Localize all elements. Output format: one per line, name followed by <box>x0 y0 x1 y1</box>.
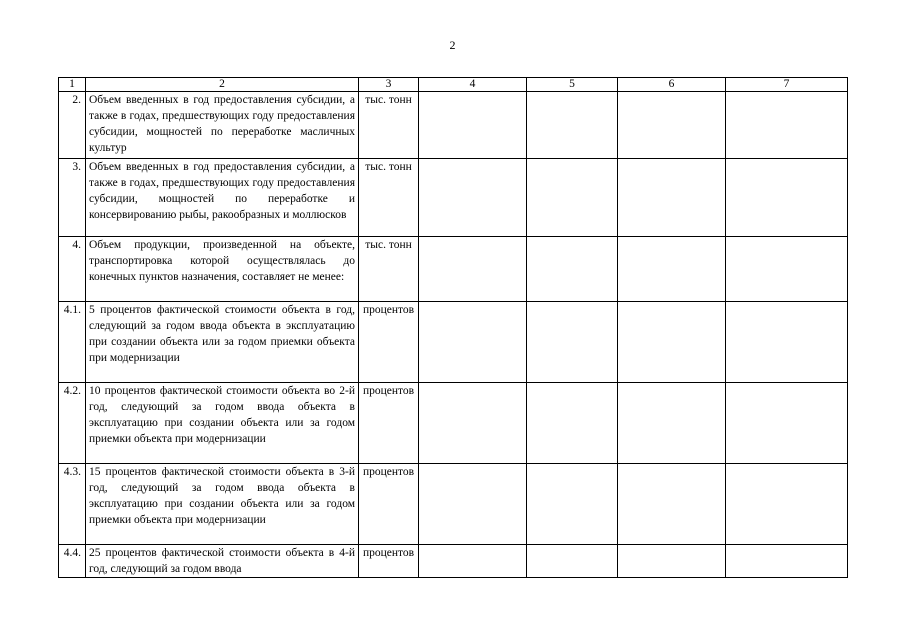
value-cell-col4 <box>419 464 527 545</box>
value-cell-col7 <box>726 464 848 545</box>
table-row <box>59 464 848 545</box>
table-header-row <box>59 78 848 92</box>
header-cell: 3 <box>359 78 419 92</box>
table-row <box>59 383 848 464</box>
row-number-cell: 4.1. <box>59 302 86 383</box>
value-cell-col6 <box>618 383 726 464</box>
value-cell-col5 <box>527 545 618 578</box>
value-cell-col4 <box>419 237 527 302</box>
header-cell: 5 <box>527 78 618 92</box>
row-number-cell: 4.4. <box>59 545 86 578</box>
value-cell-col6 <box>618 464 726 545</box>
value-cell-col5 <box>527 383 618 464</box>
row-number-cell: 3. <box>59 159 86 237</box>
value-cell-col6 <box>618 237 726 302</box>
value-cell-col4 <box>419 383 527 464</box>
value-cell-col4 <box>419 302 527 383</box>
table-row <box>59 159 848 237</box>
indicators-table <box>58 77 848 578</box>
unit-cell: тыс. тонн <box>359 92 419 159</box>
header-cell: 6 <box>618 78 726 92</box>
header-cell: 4 <box>419 78 527 92</box>
value-cell-col7 <box>726 383 848 464</box>
table-row <box>59 237 848 302</box>
indicator-text-cell: Объем продукции, произведенной на объекте, транспортировка которой осуществлялась до конечных пунктов назначения, составляет не менее: <box>86 237 359 302</box>
indicator-text-cell: 25 процентов фактической стоимости объекта в 4-й год, следующий за годом ввода <box>86 545 359 578</box>
value-cell-col4 <box>419 545 527 578</box>
value-cell-col5 <box>527 159 618 237</box>
value-cell-col5 <box>527 302 618 383</box>
row-number-cell: 4.2. <box>59 383 86 464</box>
indicator-text-cell: Объем введенных в год предоставления субсидии, а также в годах, предшествующих году предоставления субсидии, мощностей по переработке масличных культур <box>86 92 359 159</box>
unit-cell: тыс. тонн <box>359 159 419 237</box>
value-cell-col6 <box>618 92 726 159</box>
value-cell-col5 <box>527 237 618 302</box>
indicator-text-cell: 15 процентов фактической стоимости объекта в 3-й год, следующий за годом ввода объекта в эксплуатацию при создании объекта или за годом приемки объекта при модернизации <box>86 464 359 545</box>
value-cell-col6 <box>618 159 726 237</box>
unit-cell: тыс. тонн <box>359 237 419 302</box>
indicator-text-cell: 5 процентов фактической стоимости объекта в год, следующий за годом ввода объекта в эксплуатацию при создании объекта или за годом приемки объекта при модернизации <box>86 302 359 383</box>
table-row <box>59 545 848 578</box>
row-number-cell: 4. <box>59 237 86 302</box>
unit-cell: процентов <box>359 545 419 578</box>
value-cell-col7 <box>726 302 848 383</box>
table-row <box>59 302 848 383</box>
header-cell: 2 <box>86 78 359 92</box>
indicator-text-cell: Объем введенных в год предоставления субсидии, а также в годах, предшествующих году предоставления субсидии, мощностей по переработке и консервированию рыбы, ракообразных и моллюсков <box>86 159 359 237</box>
value-cell-col5 <box>527 92 618 159</box>
row-number-cell: 4.3. <box>59 464 86 545</box>
page-number: 2 <box>449 38 456 52</box>
value-cell-col6 <box>618 545 726 578</box>
value-cell-col5 <box>527 464 618 545</box>
unit-cell: процентов <box>359 302 419 383</box>
header-cell: 1 <box>59 78 86 92</box>
value-cell-col4 <box>419 159 527 237</box>
value-cell-col6 <box>618 302 726 383</box>
row-number-cell: 2. <box>59 92 86 159</box>
value-cell-col7 <box>726 92 848 159</box>
unit-cell: процентов <box>359 383 419 464</box>
indicator-text-cell: 10 процентов фактической стоимости объекта во 2-й год, следующий за годом ввода объекта в эксплуатацию при создании объекта или за годом приемки объекта при модернизации <box>86 383 359 464</box>
value-cell-col4 <box>419 92 527 159</box>
value-cell-col7 <box>726 545 848 578</box>
unit-cell: процентов <box>359 464 419 545</box>
value-cell-col7 <box>726 237 848 302</box>
header-cell: 7 <box>726 78 848 92</box>
table-row <box>59 92 848 159</box>
value-cell-col7 <box>726 159 848 237</box>
